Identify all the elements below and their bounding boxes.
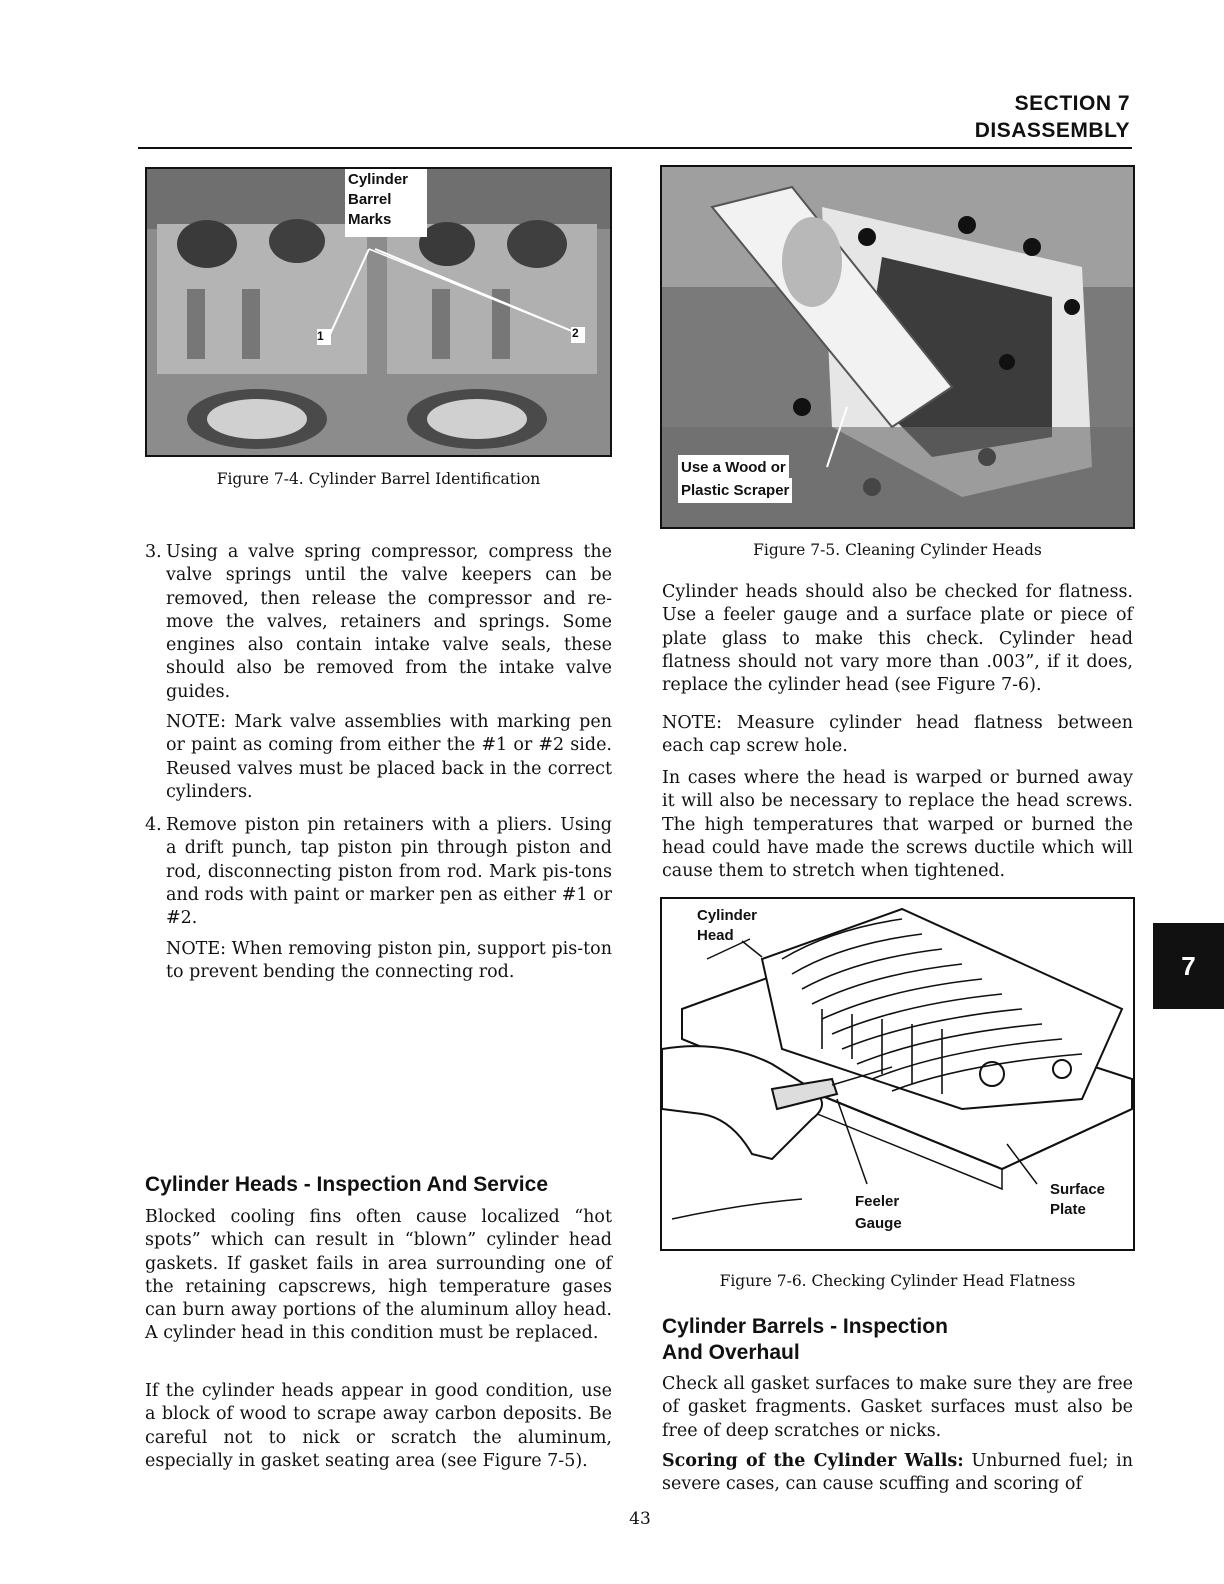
- note-piston-pin: NOTE: When removing piston pin, support pis-ton to prevent bending the connecting rod.: [166, 939, 612, 983]
- fig4-label-line3: Marks: [348, 211, 392, 228]
- fig4-marker-2: 2: [572, 326, 579, 340]
- fig6-label-plate-line1: Surface: [1050, 1181, 1106, 1198]
- scoring-text: Unburned fuel; in severe cases, can cause scuffing and scoring of: [662, 1451, 1133, 1495]
- flatness-paragraph-2: In cases where the head is warped or burned away it will also be necessary to replace the head screws. The high temperatures that warped or burned the head could have made the screws ductile which will cause them to stretch when tightened.: [662, 768, 1133, 882]
- step-4-text: Remove piston pin retainers with a pliers. Using a drift punch, tap piston pin through piston and rod, disconnecting piston from rod. Mark pis-tons and rods with paint or marker pen as either #1 or #2.: [166, 815, 612, 929]
- header-rule: [138, 147, 1132, 149]
- section-title: DISASSEMBLY: [974, 119, 1130, 142]
- scoring-paragraph: [662, 1450, 1133, 1497]
- step-3-number: 3.: [145, 542, 162, 562]
- section-label: SECTION 7: [1014, 92, 1130, 115]
- fig4-label-line2: Barrel: [348, 191, 392, 208]
- note-valve-marking: NOTE: Mark valve assemblies with marking pen or paint as coming from either the #1 or #2 side. Reused valves must be placed back in the correct cylinders.: [166, 712, 612, 802]
- fig6-label-head-line1: Cylinder: [697, 907, 758, 924]
- step-3: [145, 541, 612, 704]
- figure-7-4-caption: Figure 7-4. Cylinder Barrel Identification: [216, 470, 541, 488]
- note-flatness: NOTE: Measure cylinder head flatness between each cap screw hole.: [662, 713, 1133, 757]
- step-4: [145, 814, 612, 930]
- section-tab: 7: [1153, 923, 1224, 1009]
- step-3-text: Using a valve spring compressor, compress the valve springs until the valve keepers can be removed, then release the compressor and re-move the valves, retainers and springs. Some engines also contain intake valve seals, these should also be removed from the intake valve guides.: [166, 542, 612, 702]
- heads-paragraph-2: If the cylinder heads appear in good condition, use a block of wood to scrape away carbon deposits. Be careful not to nick or scratch the aluminum, especially in gasket seating area (see Figure 7-5).: [145, 1381, 612, 1471]
- fig6-label-head-line2: Head: [697, 927, 734, 944]
- page-number: 43: [629, 1509, 651, 1529]
- fig6-label-gauge-line1: Feeler: [855, 1193, 900, 1210]
- barrels-heading-line1: Cylinder Barrels - Inspection: [662, 1315, 948, 1338]
- barrels-paragraph: Check all gasket surfaces to make sure they are free of gasket fragments. Gasket surfaces must also be free of deep scratches or nicks.: [662, 1374, 1133, 1441]
- fig6-label-plate-line2: Plate: [1050, 1201, 1086, 1218]
- fig4-label-line1: Cylinder: [348, 171, 409, 188]
- fig4-marker-1: 1: [317, 329, 324, 343]
- figure-7-5-caption: Figure 7-5. Cleaning Cylinder Heads: [753, 541, 1042, 559]
- flatness-paragraph-1: Cylinder heads should also be checked for flatness. Use a feeler gauge and a surface plate or piece of plate glass to make this check. Cylinder head flatness should not vary more than .003”, if it does, replace the cylinder head (see Figure 7-6).: [662, 582, 1133, 696]
- barrels-heading-line2: And Overhaul: [662, 1341, 800, 1364]
- heads-paragraph-1: Blocked cooling fins often cause localized “hot spots” which can result in “blown” cylinder head gaskets. If gasket fails in area surrounding one of the retaining capscrews, high temperature gases can burn away portions of the aluminum alloy head. A cylinder head in this condition must be replaced.: [145, 1207, 612, 1344]
- fig5-label-line1: Use a Wood or: [678, 455, 789, 480]
- fig6-label-gauge-line2: Gauge: [855, 1215, 902, 1232]
- scoring-label: Scoring of the Cylinder Walls:: [662, 1451, 964, 1471]
- step-4-number: 4.: [145, 815, 162, 835]
- figure-7-6-caption: Figure 7-6. Checking Cylinder Head Flatness: [719, 1272, 1076, 1290]
- heads-heading: Cylinder Heads - Inspection And Service: [145, 1173, 548, 1196]
- fig5-label-line2: Plastic Scraper: [678, 478, 792, 503]
